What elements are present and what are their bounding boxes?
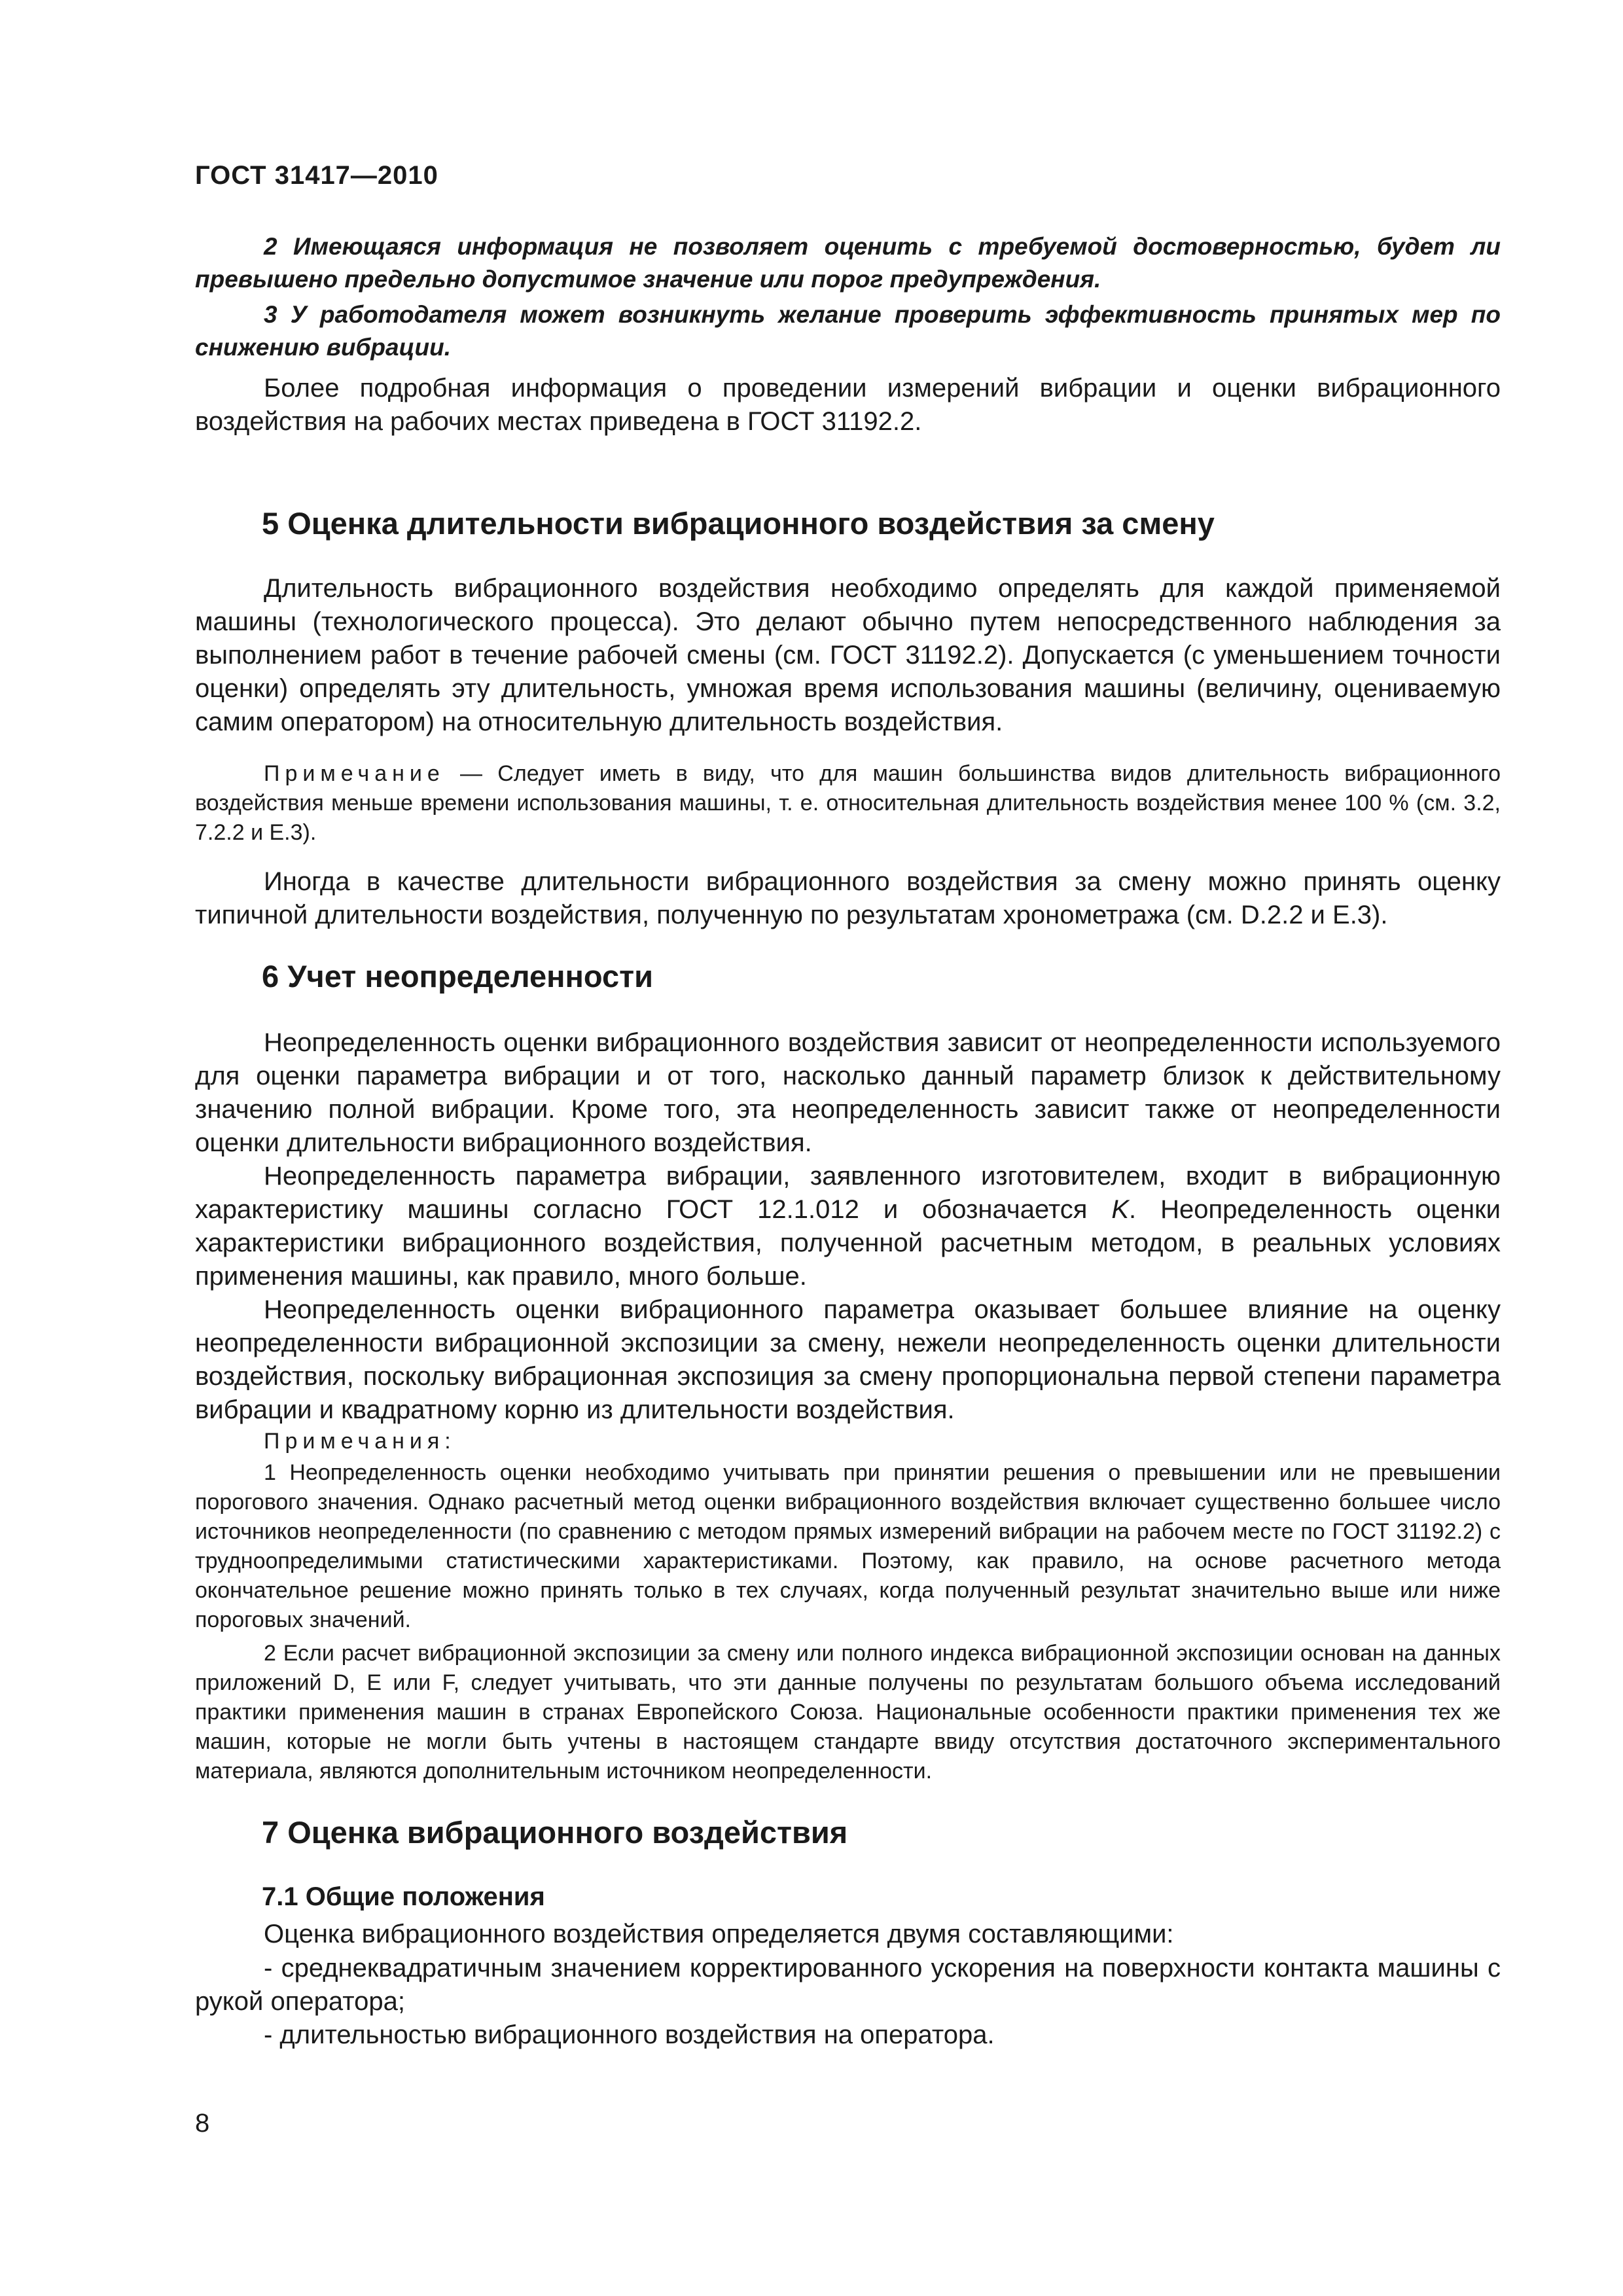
section-6-note-2: 2 Если расчет вибрационной экспозиции за смену или полного индекса вибрационной экспозиции основан на данных приложений D, E или F, следует учитывать, что эти данные получены по результатам большого объема исследований практики применения машин в странах Европейского Союза. Национальные особенности практики применения тех же машин, которые не могли быть учтены в настоящем стандарте ввиду отсутствия достаточного экспериментального материала, являются дополнительным источником неопределенности.	[195, 1641, 1501, 1784]
page-number: 8	[195, 2109, 210, 2138]
para2-text-before: Неопределенность параметра вибрации, заявленного изготовителем, входит в вибрационную характеристику машины согласно ГОСТ 12.1.012 и обозначается	[195, 1162, 1501, 1224]
document-code: ГОСТ 31417—2010	[195, 161, 438, 190]
section-6-paragraph-2	[195, 1160, 1501, 1293]
section-6-paragraph-3: Неопределенность оценки вибрационного параметра оказывает большее влияние на оценку неопределенности вибрационной экспозиции за смену, нежели неопределенность оценки длительности воздействия, поскольку вибрационная экспозиция за смену пропорциональна первой степени параметра вибрации и квадратному корню из длительности воздействия.	[195, 1295, 1501, 1424]
section-7-item-2: - длительностью вибрационного воздействия на оператора.	[264, 2020, 995, 2049]
subsection-7-1-title: 7.1 Общие положения	[262, 1882, 545, 1911]
section-7-title: 7 Оценка вибрационного воздействия	[262, 1815, 848, 1850]
section-7-intro: Оценка вибрационного воздействия определяется двумя составляющими:	[264, 1920, 1174, 1948]
para2-text-after: . Неопределенность оценки характеристики вибрационного воздействия, полученной расчетным методом, в реальных условиях применения машины, как правило, много больше.	[195, 1195, 1501, 1291]
section-5-title: 5 Оценка длительности вибрационного воздействия за смену	[262, 506, 1215, 541]
note-label: Примечание	[264, 761, 445, 786]
section-5-paragraph-1: Длительность вибрационного воздействия необходимо определять для каждой применяемой машины (технологического процесса). Это делают обычно путем непосредственного наблюдения за выполнением работ в течение рабочей смены (см. ГОСТ 31192.2). Допускается (с уменьшением точности оценки) определять эту длительность, умножая время использования машины (величину, оцениваемую самим оператором) на относительную длительность воздействия.	[195, 574, 1501, 736]
section-5-note	[195, 759, 1501, 848]
uncertainty-symbol: K	[1111, 1195, 1130, 1224]
section-6-title: 6 Учет неопределенности	[262, 959, 654, 994]
section-5-paragraph-2: Иногда в качестве длительности вибрационного воздействия за смену можно принять оценку типичной длительности воздействия, полученную по результатам хронометража (см. D.2.2 и Е.3).	[195, 867, 1501, 929]
note-text: — Следует иметь в виду, что для машин большинства видов длительность вибрационного воздействия меньше времени использования машины, т. е. относительная длительность воздействия менее 100 % (см. 3.2, 7.2.2 и Е.3).	[195, 761, 1501, 845]
section-6-paragraph-1: Неопределенность оценки вибрационного воздействия зависит от неопределенности используемого для оценки параметра вибрации и от того, насколько данный параметр близок к действительному значению полной вибрации. Кроме того, эта неопределенность зависит также от неопределенности оценки длительности вибрационного воздействия.	[195, 1028, 1501, 1157]
section-6-notes-label: Примечания:	[264, 1429, 456, 1454]
section-6-note-1: 1 Неопределенность оценки необходимо учитывать при принятии решения о превышении или не превышении порогового значения. Однако расчетный метод оценки вибрационного воздействия включает существенно большее число источников неопределенности (по сравнению с методом прямых измерений вибрации на рабочем месте по ГОСТ 31192.2) с трудноопределимыми статистическими характеристиками. Поэтому, как правило, на основе расчетного метода окончательное решение можно принять только в тех случаях, когда полученный результат значительно выше или ниже пороговых значений.	[195, 1460, 1501, 1632]
intro-paragraph: Более подробная информация о проведении измерений вибрации и оценки вибрационного воздействия на рабочих местах приведена в ГОСТ 31192.2.	[195, 374, 1501, 436]
note-3-employer: 3 У работодателя может возникнуть желание проверить эффективность принятых мер по снижению вибрации.	[195, 301, 1501, 361]
note-2-unverifiable: 2 Имеющаяся информация не позволяет оценить с требуемой достоверностью, будет ли превышено предельно допустимое значение или порог предупреждения.	[195, 233, 1501, 293]
section-7-item-1: - среднеквадратичным значением корректированного ускорения на поверхности контакта машины с рукой оператора;	[195, 1954, 1501, 2016]
